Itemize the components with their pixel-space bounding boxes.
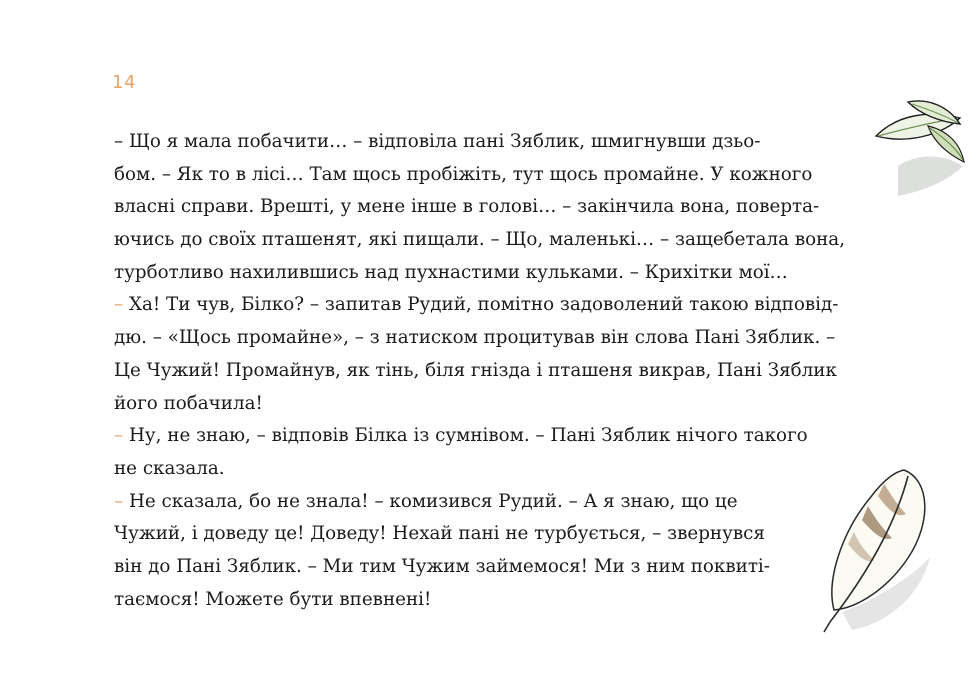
text-line: його побачила! — [114, 392, 263, 414]
text-line: – Що я мала побачити… – відповіла пані Зяблик, шмигнувши дзьо- — [114, 131, 761, 152]
leaf-illustration-icon — [868, 96, 968, 206]
text-line: власні справи. Врешті, у мене інше в голові… – закінчила вона, поверта- — [114, 196, 820, 218]
text-line: ючись до своїх пташенят, які пищали. – Що, маленькі… – защебетала вона, — [114, 229, 846, 251]
feather-illustration-icon — [812, 462, 938, 638]
text-line: турботливо нахилившись над пухнастими кульками. – Крихітки мої… — [114, 261, 788, 283]
text-line: – Не сказала, бо не знала! – комизився Рудий. – А я знаю, що це — [114, 490, 738, 512]
text-line: – Ха! Ти чув, Білко? – запитав Рудий, помітно задоволений такою відповід- — [114, 294, 839, 316]
text-line: бом. – Як то в лісі… Там щось пробіжіть, тут щось промайне. У кожного — [114, 163, 813, 185]
page-number: 14 — [112, 72, 136, 93]
text-line: Це Чужий! Промайнув, як тінь, біля гнізда і пташеня викрав, Пані Зяблик — [114, 359, 837, 381]
text-line: не сказала. — [114, 457, 225, 479]
story-text — [114, 126, 874, 616]
text-line: він до Пані Зяблик. – Ми тим Чужим займемося! Ми з ним поквиті- — [114, 555, 770, 577]
text-line: – Ну, не знаю, – відповів Білка із сумнівом. – Пані Зяблик нічого такого — [114, 425, 808, 447]
text-line: дю. – «Щось промайне», – з натиском процитував він слова Пані Зяблик. – — [114, 327, 836, 349]
text-line: таємося! Можете бути впевнені! — [114, 588, 432, 610]
text-line: Чужий, і доведу це! Доведу! Нехай пані не турбується, – звернувся — [114, 523, 765, 545]
